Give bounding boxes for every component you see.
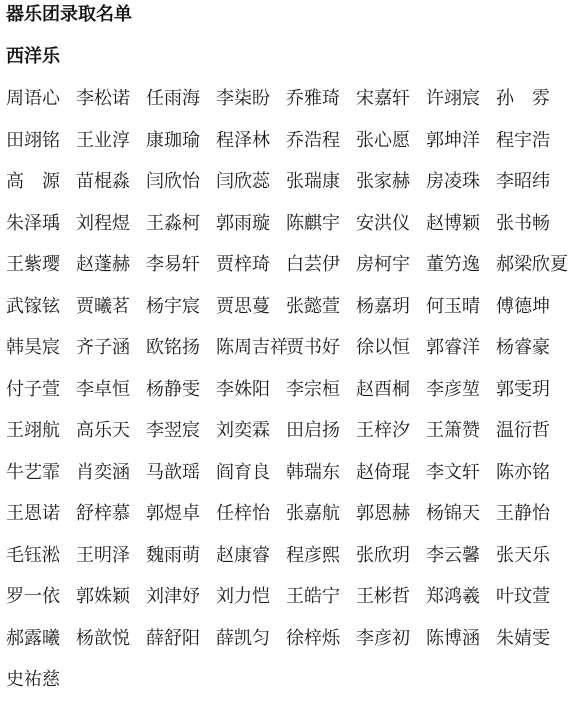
name-entry: 房凌珠 [426, 171, 480, 192]
name-entry: 任梓怡 [216, 503, 270, 524]
name-entry: 白芸伊 [286, 254, 340, 275]
name-entry: 张瑞康 [286, 171, 340, 192]
name-entry: 张心愿 [356, 129, 410, 151]
name-entry: 董竻逸 [426, 254, 480, 275]
name-entry: 宋嘉轩 [356, 88, 410, 109]
name-entry: 贾曦茗 [76, 295, 130, 317]
name-entry: 高 源 [6, 171, 60, 192]
name-entry: 杨宇宸 [146, 295, 200, 317]
name-entry: 安洪仪 [356, 212, 410, 234]
name-entry: 郝梁欣夏 [496, 254, 568, 275]
name-entry: 王皓宁 [286, 586, 340, 607]
name-entry: 乔雅琦 [286, 88, 340, 109]
name-entry: 赵酉桐 [356, 378, 410, 400]
name-entry: 徐以恒 [356, 337, 410, 358]
name-entry: 朱婧雯 [496, 627, 550, 649]
name-entry: 温衍哲 [496, 420, 550, 441]
name-entry: 刘程煜 [76, 212, 130, 234]
name-entry: 李彦初 [356, 627, 410, 649]
name-entry: 李翌宸 [146, 420, 200, 441]
name-entry: 张书畅 [496, 212, 550, 234]
name-entry: 张天乐 [496, 544, 550, 566]
name-entry: 田启扬 [286, 420, 340, 441]
name-entry: 任雨海 [146, 88, 200, 109]
name-entry: 薛舒阳 [146, 627, 200, 649]
name-entry: 李易轩 [146, 254, 200, 275]
name-entry: 罗一依 [6, 586, 60, 607]
name-entry: 齐子涵 [76, 337, 130, 358]
page-title: 器乐团录取名单 [6, 4, 132, 25]
name-entry: 王恩诺 [6, 503, 60, 524]
name-entry: 张嘉航 [286, 503, 340, 524]
name-entry: 马歆瑶 [146, 461, 200, 483]
name-entry: 杨嘉玥 [356, 295, 410, 317]
name-entry: 史祐慈 [6, 669, 60, 690]
name-entry: 魏雨萌 [146, 544, 200, 566]
name-entry: 刘津妤 [146, 586, 200, 607]
name-entry: 郭睿洋 [426, 337, 480, 358]
name-entry: 程泽林 [216, 129, 270, 151]
name-entry: 赵蓬赫 [76, 254, 130, 275]
name-entry: 徐梓烁 [286, 627, 340, 649]
name-entry: 陈亦铭 [496, 461, 550, 483]
name-entry: 贾书好 [286, 337, 340, 358]
name-entry: 杨锦天 [426, 503, 480, 524]
name-entry: 陈周吉祥 [216, 337, 288, 358]
name-entry: 郭坤洋 [426, 129, 480, 151]
name-entry: 韩昊宸 [6, 337, 60, 358]
name-entry: 郝露曦 [6, 627, 60, 649]
name-entry: 程彦熙 [286, 544, 340, 566]
name-entry: 王业淳 [76, 129, 130, 151]
name-entry: 郭雯玥 [496, 378, 550, 400]
section-heading: 西洋乐 [6, 46, 60, 67]
name-entry: 刘力恺 [216, 586, 270, 607]
name-entry: 杨歆悦 [76, 627, 130, 649]
name-entry: 叶玟萱 [496, 586, 550, 607]
name-entry: 张欣玥 [356, 544, 410, 566]
name-entry: 李云馨 [426, 544, 480, 566]
name-entry: 赵博颖 [426, 212, 480, 234]
name-entry: 薛凯匀 [216, 627, 270, 649]
name-entry: 王彬哲 [356, 586, 410, 607]
names-list [6, 87, 566, 710]
name-entry: 赵倚琨 [356, 461, 410, 483]
name-entry: 张家赫 [356, 171, 410, 192]
name-entry: 张懿萱 [286, 295, 340, 317]
name-entry: 许翊宸 [426, 88, 480, 109]
name-entry: 王明泽 [76, 544, 130, 566]
name-entry: 贾梓琦 [216, 254, 270, 275]
name-entry: 苗棍淼 [76, 171, 130, 192]
name-entry: 乔浩程 [286, 129, 340, 151]
name-entry: 武镓铉 [6, 295, 60, 317]
name-entry: 郭煜卓 [146, 503, 200, 524]
name-entry: 郭姝颖 [76, 586, 130, 607]
name-entry: 阎育良 [216, 461, 270, 483]
name-entry: 付子萱 [6, 378, 60, 400]
name-entry: 韩瑞东 [286, 461, 340, 483]
name-entry: 王翊航 [6, 420, 60, 441]
name-entry: 房柯宇 [356, 254, 410, 275]
name-entry: 闫欣蕊 [216, 171, 270, 192]
name-entry: 李卓恒 [76, 378, 130, 400]
name-entry: 李昭纬 [496, 171, 550, 192]
name-entry: 陈麒宇 [286, 212, 340, 234]
name-entry: 王静怡 [496, 503, 550, 524]
name-entry: 欧铭扬 [146, 337, 200, 358]
name-entry: 王箫赞 [426, 420, 480, 441]
name-entry: 田翊铭 [6, 129, 60, 151]
name-entry: 何玉晴 [426, 295, 480, 317]
name-entry: 闫欣怡 [146, 171, 200, 192]
name-entry: 王紫璎 [6, 254, 60, 275]
name-entry: 肖奕涵 [76, 461, 130, 483]
name-entry: 郑鸿羲 [426, 586, 480, 607]
name-entry: 王梓汐 [356, 420, 410, 441]
name-entry: 杨静雯 [146, 378, 200, 400]
name-entry: 牛艺霏 [6, 461, 60, 483]
name-entry: 朱泽瑀 [6, 212, 60, 234]
name-entry: 毛钰淞 [6, 544, 60, 566]
name-entry: 程宇浩 [496, 129, 550, 151]
name-entry: 王淼柯 [146, 212, 200, 234]
name-entry: 傅德坤 [496, 295, 550, 317]
name-entry: 刘奕霖 [216, 420, 270, 441]
name-entry: 孙 雰 [496, 88, 550, 109]
name-entry: 李松诺 [76, 88, 130, 109]
name-entry: 舒梓慕 [76, 503, 130, 524]
name-entry: 赵康睿 [216, 544, 270, 566]
name-entry: 李宗桓 [286, 378, 340, 400]
name-entry: 杨睿豪 [496, 337, 550, 358]
name-entry: 李文轩 [426, 461, 480, 483]
name-entry: 康珈瑜 [146, 129, 200, 151]
name-entry: 李姝阳 [216, 378, 270, 400]
name-entry: 陈博涵 [426, 627, 480, 649]
name-entry: 郭恩赫 [356, 503, 410, 524]
name-entry: 贾思蔓 [216, 295, 270, 317]
name-entry: 郭雨璇 [216, 212, 270, 234]
name-entry: 高乐天 [76, 420, 130, 441]
name-entry: 李彦堃 [426, 378, 480, 400]
name-entry: 周语心 [6, 88, 60, 109]
name-entry: 李柒盼 [216, 88, 270, 109]
